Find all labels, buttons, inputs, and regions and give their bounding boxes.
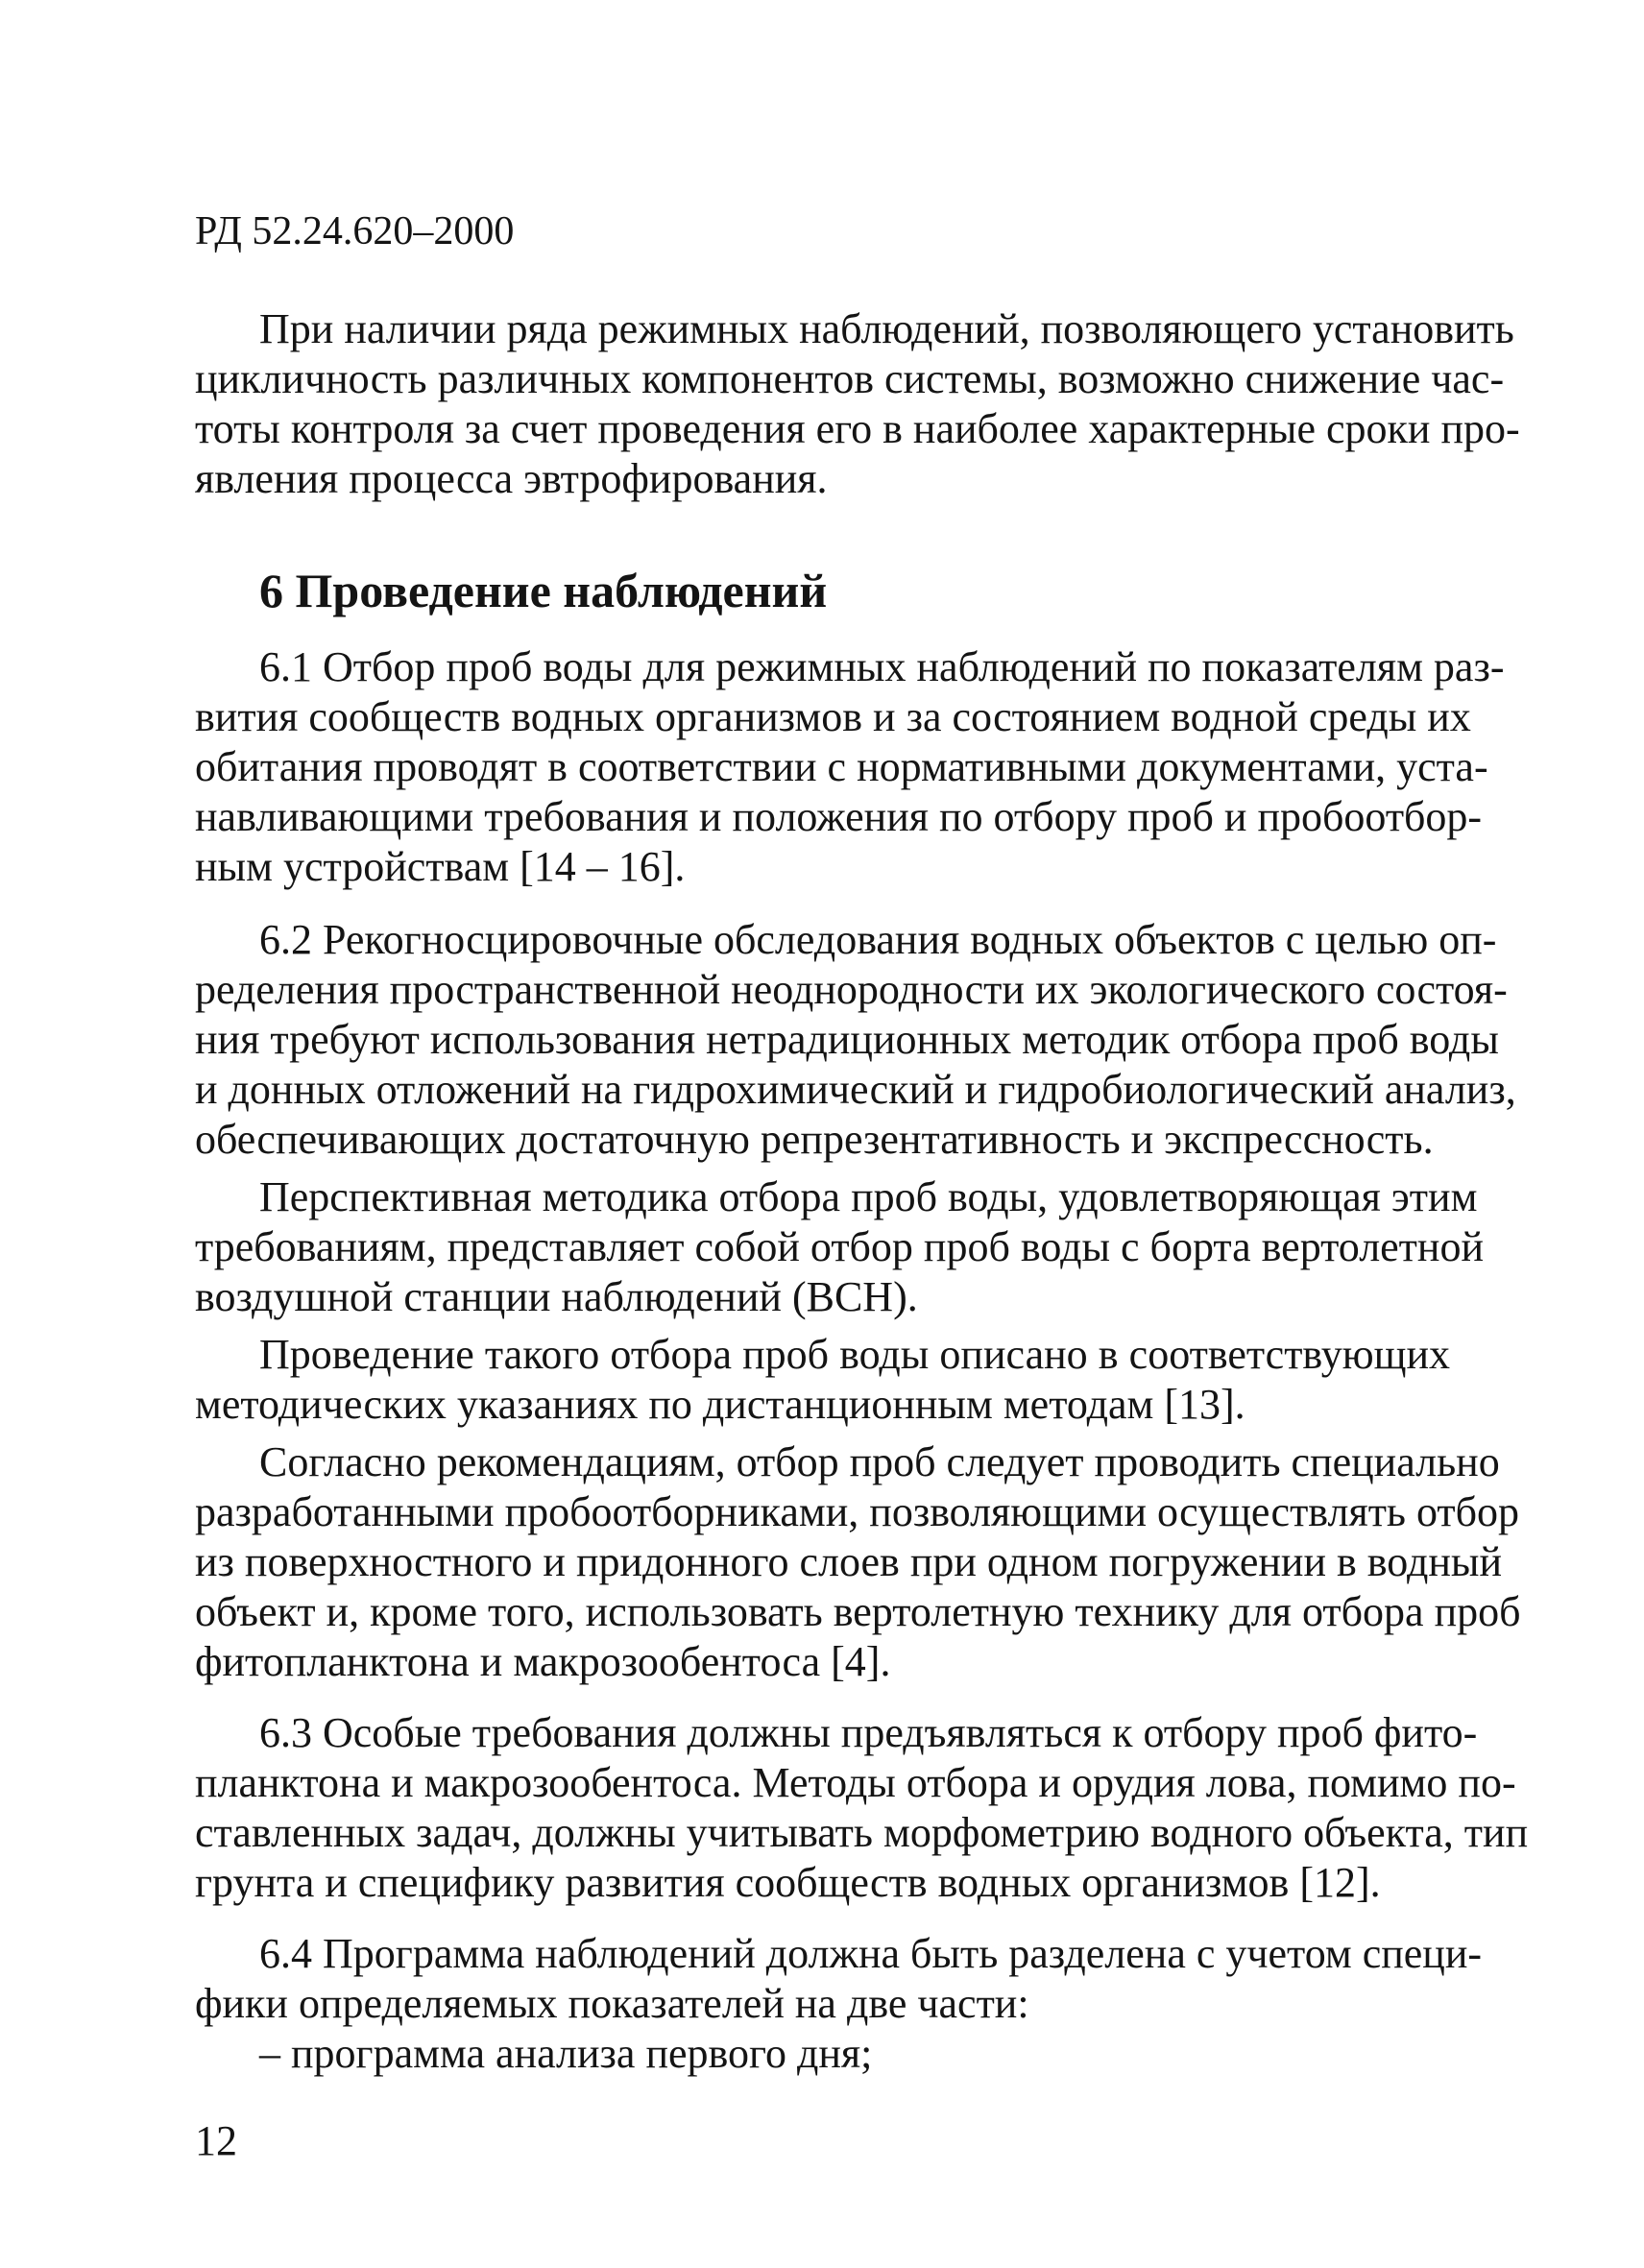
- p62d-line-2: разработанными пробоотборниками, позволяющими осуществлять отбор: [195, 1488, 1520, 1535]
- p62d-line-4: объект и, кроме того, использовать вертолетную технику для отбора проб: [195, 1588, 1521, 1635]
- intro-line-2: цикличность различных компонентов системы, возможно снижение час-: [195, 355, 1505, 402]
- p61-line-1: 6.1 Отбор проб воды для режимных наблюдений по показателям раз-: [259, 643, 1505, 690]
- p63-line-3: ставленных задач, должны учитывать морфометрию водного объекта, тип: [195, 1809, 1529, 1856]
- intro-line-1: При наличии ряда режимных наблюдений, позволяющего установить: [259, 305, 1514, 352]
- p61-line-4: навливающими требования и положения по отбору проб и пробоотбор-: [195, 793, 1483, 840]
- p61-line-2: вития сообществ водных организмов и за состоянием водной среды их: [195, 693, 1471, 740]
- p62c-line-1: Проведение такого отбора проб воды описано в соответствующих: [259, 1331, 1450, 1378]
- p62b-line-3: воздушной станции наблюдений (ВСН).: [195, 1273, 918, 1320]
- p62-line-4: и донных отложений на гидрохимический и гидробиологический анализ,: [195, 1066, 1516, 1113]
- p61-line-5: ным устройствам [14 – 16].: [195, 843, 686, 890]
- p62c-line-2: методических указаниях по дистанционным методам [13].: [195, 1381, 1245, 1428]
- p62-line-5: обеспечивающих достаточную репрезентативность и экспрессность.: [195, 1116, 1434, 1163]
- p63-line-1: 6.3 Особые требования должны предъявляться к отбору проб фито-: [259, 1709, 1478, 1756]
- intro-line-4: явления процесса эвтрофирования.: [195, 455, 828, 502]
- p62d-line-5: фитопланктона и макрозообентоса [4].: [195, 1638, 891, 1685]
- p62d-line-3: из поверхностного и придонного слоев при одном погружении в водный: [195, 1538, 1503, 1585]
- p63-line-2: планктона и макрозообентоса. Методы отбора и орудия лова, помимо по-: [195, 1759, 1516, 1806]
- intro-line-3: тоты контроля за счет проведения его в наиболее характерные сроки про-: [195, 405, 1520, 452]
- p62d-line-1: Согласно рекомендациям, отбор проб следует проводить специально: [259, 1438, 1500, 1485]
- p64-line-1: 6.4 Программа наблюдений должна быть разделена с учетом специ-: [259, 1930, 1483, 1977]
- p61-line-3: обитания проводят в соответствии с нормативными документами, уста-: [195, 743, 1488, 790]
- p63-line-4: грунта и специфику развития сообществ водных организмов [12].: [195, 1859, 1381, 1906]
- p62b-line-2: требованиям, представляет собой отбор проб воды с борта вертолетной: [195, 1223, 1484, 1270]
- p64-line-3: – программа анализа первого дня;: [259, 2030, 873, 2077]
- section-heading: 6 Проведение наблюдений: [259, 564, 828, 617]
- p62-line-1: 6.2 Рекогносцировочные обследования водных объектов с целью оп-: [259, 916, 1497, 963]
- p64-line-2: фики определяемых показателей на две части:: [195, 1980, 1029, 2027]
- p62-line-2: ределения пространственной неоднородности их экологического состоя-: [195, 966, 1508, 1013]
- p62b-line-1: Перспективная методика отбора проб воды, удовлетворяющая этим: [259, 1173, 1478, 1220]
- p62-line-3: ния требуют использования нетрадиционных методик отбора проб воды: [195, 1016, 1499, 1063]
- page-number: 12: [195, 2117, 237, 2164]
- document-code-header: РД 52.24.620–2000: [195, 209, 515, 253]
